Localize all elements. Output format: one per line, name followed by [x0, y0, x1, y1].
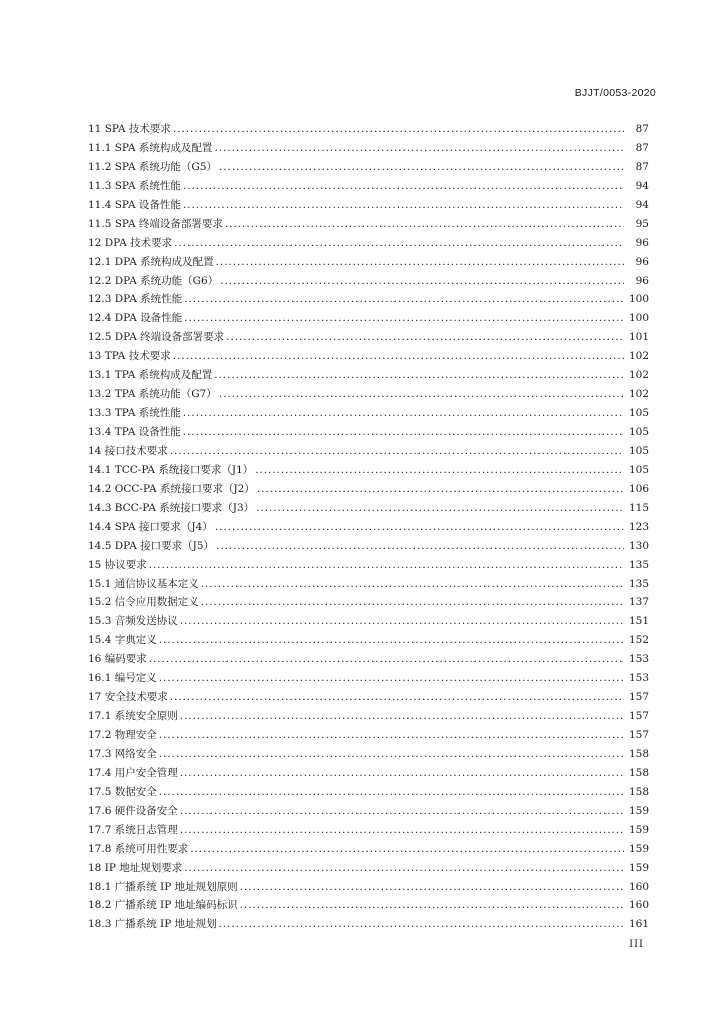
toc-entry[interactable]	[88, 499, 649, 518]
toc-entry[interactable]	[88, 215, 649, 234]
toc-dot-leader	[173, 347, 624, 366]
toc-dot-leader	[159, 726, 624, 745]
toc-dot-leader	[183, 404, 624, 423]
toc-entry-title: 11.2 SPA 系统功能（G5）	[88, 160, 217, 173]
toc-entry[interactable]	[88, 385, 649, 404]
table-of-contents	[88, 120, 649, 934]
toc-entry-page: 151	[628, 615, 649, 628]
toc-entry[interactable]	[88, 537, 649, 556]
toc-dot-leader	[256, 499, 624, 518]
toc-entry[interactable]	[88, 404, 649, 423]
toc-entry-title: 17.2 物理安全	[88, 729, 157, 741]
toc-dot-leader	[190, 840, 624, 859]
toc-dot-leader	[173, 120, 624, 139]
toc-entry-title: 15.2 信令应用数据定义	[88, 596, 199, 609]
toc-dot-leader	[184, 859, 624, 878]
toc-entry-page: 135	[628, 558, 649, 571]
toc-dot-leader	[201, 575, 624, 594]
toc-entry-page: 105	[628, 463, 649, 476]
toc-entry-page: 100	[628, 312, 649, 325]
toc-entry-page: 102	[628, 388, 649, 401]
toc-entry-title: 12.2 DPA 系统功能（G6）	[88, 274, 219, 287]
toc-dot-leader	[220, 272, 624, 291]
toc-dot-leader	[170, 442, 624, 461]
toc-entry-title: 16.1 编号定义	[88, 672, 157, 685]
toc-dot-leader	[180, 612, 624, 631]
toc-entry[interactable]	[88, 518, 649, 537]
toc-entry[interactable]	[88, 726, 649, 745]
toc-entry-title: 18.3 广播系统 IP 地址规划	[88, 918, 217, 931]
toc-entry-page: 102	[628, 350, 649, 363]
toc-entry-page: 96	[635, 274, 649, 287]
toc-dot-leader	[174, 234, 624, 253]
toc-entry-page: 100	[628, 293, 649, 306]
toc-entry-page: 105	[628, 407, 649, 420]
toc-entry-title: 15.4 字典定义	[88, 634, 157, 647]
toc-dot-leader	[219, 385, 624, 404]
toc-dot-leader	[159, 745, 624, 764]
toc-entry[interactable]	[88, 272, 649, 291]
toc-entry-page: 137	[628, 596, 649, 609]
toc-entry[interactable]	[88, 461, 649, 480]
toc-dot-leader	[219, 915, 624, 934]
toc-dot-leader	[201, 593, 624, 612]
toc-dot-leader	[180, 802, 624, 821]
toc-entry-page: 158	[628, 785, 649, 798]
toc-entry-title: 14.2 OCC-PA 系统接口要求（J2）	[88, 482, 255, 495]
toc-entry-page: 160	[628, 880, 649, 893]
toc-entry-page: 87	[635, 141, 649, 154]
toc-entry-title: 12.3 DPA 系统性能	[88, 293, 183, 306]
toc-entry-page: 159	[628, 842, 649, 855]
toc-entry-page: 105	[628, 426, 649, 438]
toc-entry[interactable]	[88, 328, 649, 347]
toc-entry-title: 14.3 BCC-PA 系统接口要求（J3）	[88, 501, 255, 514]
toc-dot-leader	[184, 290, 624, 309]
toc-entry-title: 11.1 SPA 系统构成及配置	[88, 141, 213, 154]
toc-entry[interactable]	[88, 840, 649, 859]
toc-entry-page: 105	[628, 444, 649, 457]
page-number: III	[629, 939, 644, 950]
toc-entry-title: 14 接口技术要求	[88, 444, 168, 457]
toc-dot-leader	[219, 158, 624, 177]
toc-entry-page: 159	[628, 823, 649, 836]
toc-entry-title: 11.4 SPA 设备性能	[88, 198, 181, 211]
toc-entry-title: 14.1 TCC-PA 系统接口要求（J1）	[88, 463, 254, 476]
toc-entry[interactable]	[88, 290, 649, 309]
toc-entry-page: 153	[628, 672, 649, 685]
toc-dot-leader	[216, 537, 624, 556]
toc-entry-page: 94	[635, 198, 649, 211]
toc-dot-leader	[216, 253, 624, 272]
toc-entry[interactable]	[88, 612, 649, 631]
document-code: BJJT/0053-2020	[574, 87, 656, 99]
toc-dot-leader	[149, 556, 624, 575]
toc-entry-title: 17.6 硬件设备安全	[88, 804, 178, 817]
toc-entry[interactable]	[88, 669, 649, 688]
toc-dot-leader	[214, 139, 624, 158]
toc-entry-page: 153	[628, 653, 649, 666]
toc-entry-title: 16 编码要求	[88, 653, 147, 666]
toc-entry-title: 15.3 音频发送协议	[88, 615, 178, 628]
toc-dot-leader	[180, 707, 624, 726]
toc-dot-leader	[180, 764, 624, 783]
toc-entry-title: 13 TPA 技术要求	[88, 350, 171, 363]
toc-dot-leader	[159, 631, 624, 650]
toc-entry-page: 130	[628, 539, 649, 552]
toc-entry-title: 14.5 DPA 接口要求（J5）	[88, 539, 215, 552]
toc-entry[interactable]	[88, 139, 649, 158]
toc-entry[interactable]	[88, 196, 649, 215]
toc-entry-title: 12.1 DPA 系统构成及配置	[88, 255, 214, 268]
toc-entry[interactable]	[88, 650, 649, 669]
toc-entry-title: 18 IP 地址规划要求	[88, 861, 183, 874]
toc-entry-page: 95	[635, 217, 649, 230]
toc-entry[interactable]	[88, 915, 649, 934]
toc-entry-title: 15.1 通信协议基本定义	[88, 577, 199, 590]
toc-entry-title: 17 安全技术要求	[88, 691, 168, 704]
toc-dot-leader	[225, 215, 624, 234]
toc-entry[interactable]	[88, 309, 649, 328]
toc-entry-title: 17.4 用户安全管理	[88, 766, 178, 779]
toc-entry-title: 13.4 TPA 设备性能	[88, 426, 181, 438]
toc-entry[interactable]	[88, 253, 649, 272]
toc-entry-title: 17.5 数据安全	[88, 785, 157, 798]
toc-entry-title: 13.2 TPA 系统功能（G7）	[88, 388, 217, 401]
toc-entry[interactable]	[88, 158, 649, 177]
toc-entry[interactable]	[88, 707, 649, 726]
toc-entry-title: 18.2 广播系统 IP 地址编码标识	[88, 899, 238, 912]
toc-dot-leader	[149, 650, 624, 669]
toc-entry-page: 157	[628, 710, 649, 723]
toc-entry[interactable]	[88, 442, 649, 461]
toc-entry-page: 123	[628, 520, 649, 533]
toc-entry[interactable]	[88, 896, 649, 915]
toc-dot-leader	[184, 309, 624, 328]
toc-entry-title: 17.3 网络安全	[88, 747, 157, 760]
toc-entry[interactable]	[88, 480, 649, 499]
toc-entry-page: 87	[635, 160, 649, 173]
toc-entry[interactable]	[88, 821, 649, 840]
toc-entry-page: 152	[628, 634, 649, 647]
toc-entry[interactable]	[88, 745, 649, 764]
toc-entry[interactable]	[88, 878, 649, 897]
toc-dot-leader	[240, 878, 624, 897]
toc-entry-page: 96	[635, 236, 649, 249]
toc-entry-page: 160	[628, 899, 649, 912]
toc-entry-page: 87	[635, 123, 649, 135]
toc-entry-title: 12 DPA 技术要求	[88, 236, 173, 249]
toc-entry[interactable]	[88, 366, 649, 385]
toc-dot-leader	[183, 423, 624, 442]
toc-entry-page: 159	[628, 861, 649, 874]
toc-entry-page: 96	[635, 255, 649, 268]
toc-entry[interactable]	[88, 556, 649, 575]
toc-entry-page: 94	[635, 179, 649, 192]
toc-entry-page: 102	[628, 369, 649, 382]
toc-dot-leader	[215, 518, 624, 537]
toc-entry[interactable]	[88, 423, 649, 442]
toc-dot-leader	[180, 821, 624, 840]
toc-entry[interactable]	[88, 120, 649, 139]
toc-entry-page: 158	[628, 766, 649, 779]
toc-entry-title: 17.8 系统可用性要求	[88, 842, 189, 855]
toc-entry[interactable]	[88, 593, 649, 612]
toc-entry-title: 13.3 TPA 系统性能	[88, 407, 181, 420]
toc-entry-page: 135	[628, 577, 649, 590]
toc-entry-page: 161	[628, 918, 649, 931]
toc-entry-page: 157	[628, 691, 649, 704]
toc-entry-page: 158	[628, 747, 649, 760]
toc-entry-title: 12.5 DPA 终端设备部署要求	[88, 331, 225, 344]
toc-entry[interactable]	[88, 859, 649, 878]
toc-dot-leader	[257, 480, 624, 499]
toc-entry-title: 11.3 SPA 系统性能	[88, 179, 181, 192]
toc-entry[interactable]	[88, 347, 649, 366]
toc-dot-leader	[183, 177, 624, 196]
toc-entry-title: 17.7 系统日志管理	[88, 823, 178, 836]
toc-entry-title: 14.4 SPA 接口要求（J4）	[88, 520, 213, 533]
toc-entry[interactable]	[88, 575, 649, 594]
toc-entry-page: 101	[628, 331, 649, 344]
toc-dot-leader	[183, 196, 624, 215]
toc-dot-leader	[159, 783, 624, 802]
toc-entry[interactable]	[88, 631, 649, 650]
toc-entry-page: 115	[628, 501, 649, 514]
toc-entry-page: 106	[628, 482, 649, 495]
toc-entry-page: 157	[628, 729, 649, 741]
toc-dot-leader	[240, 896, 624, 915]
toc-entry-page: 159	[628, 804, 649, 817]
toc-entry[interactable]	[88, 783, 649, 802]
toc-entry-title: 11.5 SPA 终端设备部署要求	[88, 217, 223, 230]
toc-entry[interactable]	[88, 688, 649, 707]
toc-dot-leader	[170, 688, 624, 707]
toc-entry[interactable]	[88, 177, 649, 196]
toc-entry-title: 17.1 系统安全原则	[88, 710, 178, 723]
toc-entry-title: 12.4 DPA 设备性能	[88, 312, 183, 325]
toc-entry[interactable]	[88, 802, 649, 821]
toc-dot-leader	[226, 328, 624, 347]
toc-entry[interactable]	[88, 234, 649, 253]
toc-entry[interactable]	[88, 764, 649, 783]
toc-dot-leader	[214, 366, 624, 385]
toc-entry-title: 13.1 TPA 系统构成及配置	[88, 369, 213, 382]
toc-dot-leader	[255, 461, 624, 480]
toc-dot-leader	[159, 669, 624, 688]
toc-entry-title: 18.1 广播系统 IP 地址规划原则	[88, 880, 238, 893]
toc-entry-title: 11 SPA 技术要求	[88, 123, 171, 135]
toc-entry-title: 15 协议要求	[88, 558, 147, 571]
